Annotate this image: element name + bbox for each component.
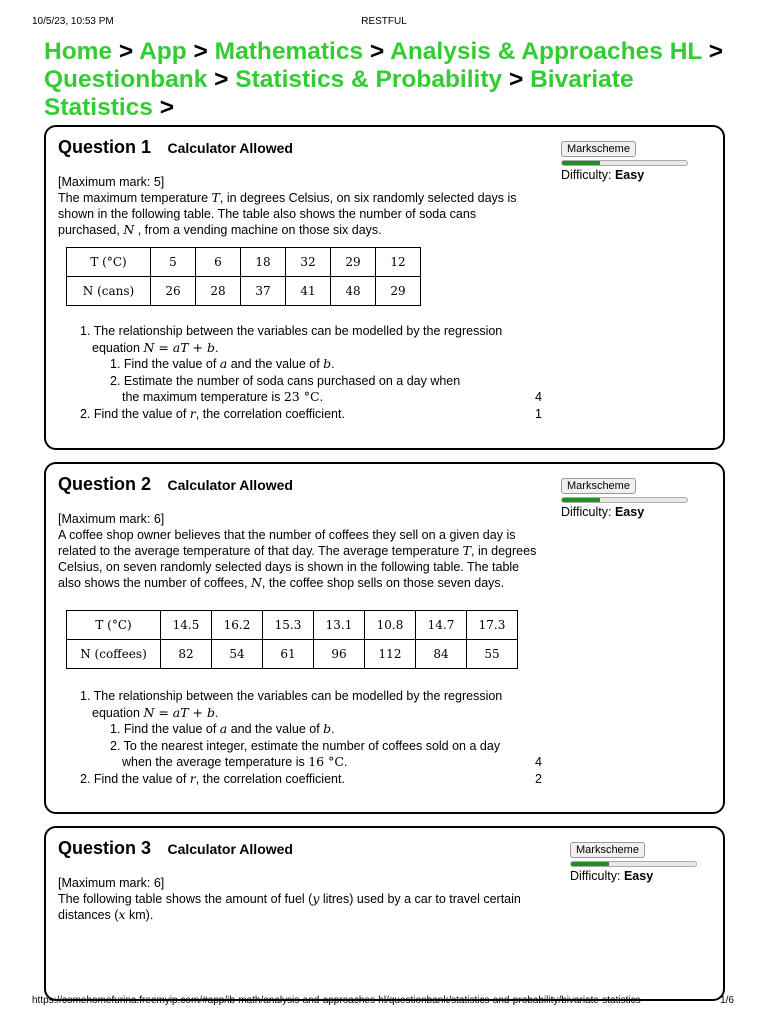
max-mark: [Maximum mark: 6] xyxy=(58,876,165,890)
table-row xyxy=(67,248,421,277)
markscheme-button[interactable]: Markscheme xyxy=(561,141,636,157)
table-cell: 41 xyxy=(286,277,331,306)
breadcrumb-separator: > xyxy=(118,38,134,65)
part-2: 2. Find the value of r, the correlation coefficient. 1 xyxy=(80,405,542,421)
print-timestamp: 10/5/23, 10:53 PM xyxy=(32,16,114,27)
part-mark: 2 xyxy=(535,771,542,786)
table-cell: 14.5 xyxy=(161,611,212,640)
row-header: N (cans) xyxy=(67,277,151,306)
difficulty-label: Difficulty: Easy xyxy=(561,505,645,519)
breadcrumb-mathematics[interactable]: Mathematics xyxy=(214,38,364,65)
print-footer xyxy=(0,995,768,1009)
part-mark: 4 xyxy=(535,390,542,404)
breadcrumb-separator: > xyxy=(159,94,175,121)
footer-page-number: 1/6 xyxy=(720,995,734,1006)
table-row xyxy=(67,611,518,640)
row-header: T (°C) xyxy=(67,248,151,277)
table-cell: 14.7 xyxy=(416,611,467,640)
table-row xyxy=(67,277,421,306)
difficulty-bar-fill xyxy=(562,161,600,165)
question-header xyxy=(58,474,293,495)
max-mark: [Maximum mark: 5] xyxy=(58,175,165,189)
table-cell: 5 xyxy=(151,248,196,277)
data-table xyxy=(66,247,421,306)
table-cell: 10.8 xyxy=(365,611,416,640)
part-1: 1. The relationship between the variables can be modelled by the regression xyxy=(80,324,503,338)
table-cell: 29 xyxy=(376,277,421,306)
difficulty-value: Easy xyxy=(614,168,645,182)
question-title: Question 1 xyxy=(58,137,152,157)
part-mark: 1 xyxy=(535,406,542,421)
part-1-2: 2. To the nearest integer, estimate the number of coffees sold on a day xyxy=(110,738,501,753)
markscheme-button[interactable]: Markscheme xyxy=(570,842,645,858)
print-header xyxy=(0,16,768,30)
question-body xyxy=(58,511,538,591)
question-header xyxy=(58,838,293,859)
difficulty-bar-fill xyxy=(571,862,609,866)
question-title: Question 3 xyxy=(58,838,152,858)
table-cell: 16.2 xyxy=(212,611,263,640)
row-header: N (coffees) xyxy=(67,640,161,669)
part-1-equation: equation N = aT + b. xyxy=(92,704,219,720)
question-title: Question 2 xyxy=(58,474,152,494)
part-1-2-cont: the maximum temperature is 23 °C. 4 xyxy=(122,389,542,404)
table-cell: 28 xyxy=(196,277,241,306)
question-card-3 xyxy=(44,826,725,1001)
table-cell: 112 xyxy=(365,640,416,669)
question-card-1 xyxy=(44,125,725,450)
breadcrumb-separator: > xyxy=(214,66,229,93)
part-1-1: 1. Find the value of a and the value of b. xyxy=(110,356,335,371)
breadcrumb-separator: > xyxy=(193,38,208,65)
calculator-badge: Calculator Allowed xyxy=(167,140,293,156)
breadcrumb-app[interactable]: App xyxy=(139,38,187,65)
breadcrumb-questionbank[interactable]: Questionbank xyxy=(44,66,208,93)
table-cell: 32 xyxy=(286,248,331,277)
part-1-1: 1. Find the value of a and the value of b. xyxy=(110,721,335,736)
difficulty-label: Difficulty: Easy xyxy=(561,168,645,182)
breadcrumb-separator: > xyxy=(369,38,385,65)
footer-url: https://comehomefurina.freemyip.com/#app/ib-math/analysis-and-approaches-hl/questionbank/statistics-and-probability/bivariate-statistics xyxy=(32,995,641,1006)
table-cell: 96 xyxy=(314,640,365,669)
breadcrumb xyxy=(44,38,744,122)
table-row xyxy=(67,640,518,669)
table-cell: 26 xyxy=(151,277,196,306)
question-sidebar xyxy=(561,476,701,519)
question-stem: The following table shows the amount of fuel (y litres) used by a car to travel certain distances (x km). xyxy=(58,891,521,922)
difficulty-bar-fill xyxy=(562,498,600,502)
question-stem: The maximum temperature T, in degrees Celsius, on six randomly selected days is shown in the following table. The table also shows the number of soda cans purchased, N , from a vending machine on those six days. xyxy=(58,190,517,237)
part-mark: 4 xyxy=(535,755,542,769)
question-parts xyxy=(66,688,542,787)
difficulty-value: Easy xyxy=(614,505,645,519)
part-1-2-cont: when the average temperature is 16 °C. 4 xyxy=(122,754,542,769)
table-cell: 37 xyxy=(241,277,286,306)
max-mark: [Maximum mark: 6] xyxy=(58,512,165,526)
part-1-2: 2. Estimate the number of soda cans purchased on a day when xyxy=(110,373,461,388)
row-header: T (°C) xyxy=(67,611,161,640)
question-body xyxy=(58,875,538,923)
question-sidebar xyxy=(561,139,701,182)
breadcrumb-bivariate-statistics[interactable]: Bivariate Statistics xyxy=(44,66,634,121)
question-body xyxy=(58,174,538,238)
table-cell: 13.1 xyxy=(314,611,365,640)
table-cell: 84 xyxy=(416,640,467,669)
data-table xyxy=(66,610,518,669)
table-cell: 17.3 xyxy=(467,611,518,640)
breadcrumb-separator: > xyxy=(508,66,524,93)
table-cell: 29 xyxy=(331,248,376,277)
table-cell: 61 xyxy=(263,640,314,669)
breadcrumb-separator: > xyxy=(708,38,724,65)
table-cell: 6 xyxy=(196,248,241,277)
breadcrumb-home[interactable]: Home xyxy=(44,38,113,65)
table-cell: 18 xyxy=(241,248,286,277)
breadcrumb-statistics-probability[interactable]: Statistics & Probability xyxy=(235,66,503,93)
calculator-badge: Calculator Allowed xyxy=(167,477,293,493)
question-stem: A coffee shop owner believes that the number of coffees they sell on a given day is related to the average temperature of that day. The average temperature T, in degrees Celsius, on seven randomly selected days is shown in the following table. The table also shows the number of coffees, N, the coffee shop sells on those seven days. xyxy=(58,528,537,590)
table-cell: 55 xyxy=(467,640,518,669)
table-cell: 48 xyxy=(331,277,376,306)
difficulty-bar xyxy=(561,497,688,503)
difficulty-bar xyxy=(561,160,688,166)
difficulty-label: Difficulty: Easy xyxy=(570,869,654,883)
calculator-badge: Calculator Allowed xyxy=(167,841,293,857)
table-cell: 12 xyxy=(376,248,421,277)
breadcrumb-analysis-approaches-hl[interactable]: Analysis & Approaches HL xyxy=(390,38,702,65)
table-cell: 54 xyxy=(212,640,263,669)
question-parts xyxy=(66,323,542,422)
part-2: 2. Find the value of r, the correlation coefficient. 2 xyxy=(80,770,542,786)
question-card-2 xyxy=(44,462,725,814)
difficulty-bar xyxy=(570,861,697,867)
markscheme-button[interactable]: Markscheme xyxy=(561,478,636,494)
part-1-equation: equation N = aT + b. xyxy=(92,339,219,355)
part-1: 1. The relationship between the variables can be modelled by the regression xyxy=(80,689,503,703)
table-cell: 82 xyxy=(161,640,212,669)
difficulty-value: Easy xyxy=(623,869,654,883)
print-page-title: RESTFUL xyxy=(361,16,407,27)
question-sidebar xyxy=(570,840,710,883)
question-header xyxy=(58,137,293,158)
table-cell: 15.3 xyxy=(263,611,314,640)
